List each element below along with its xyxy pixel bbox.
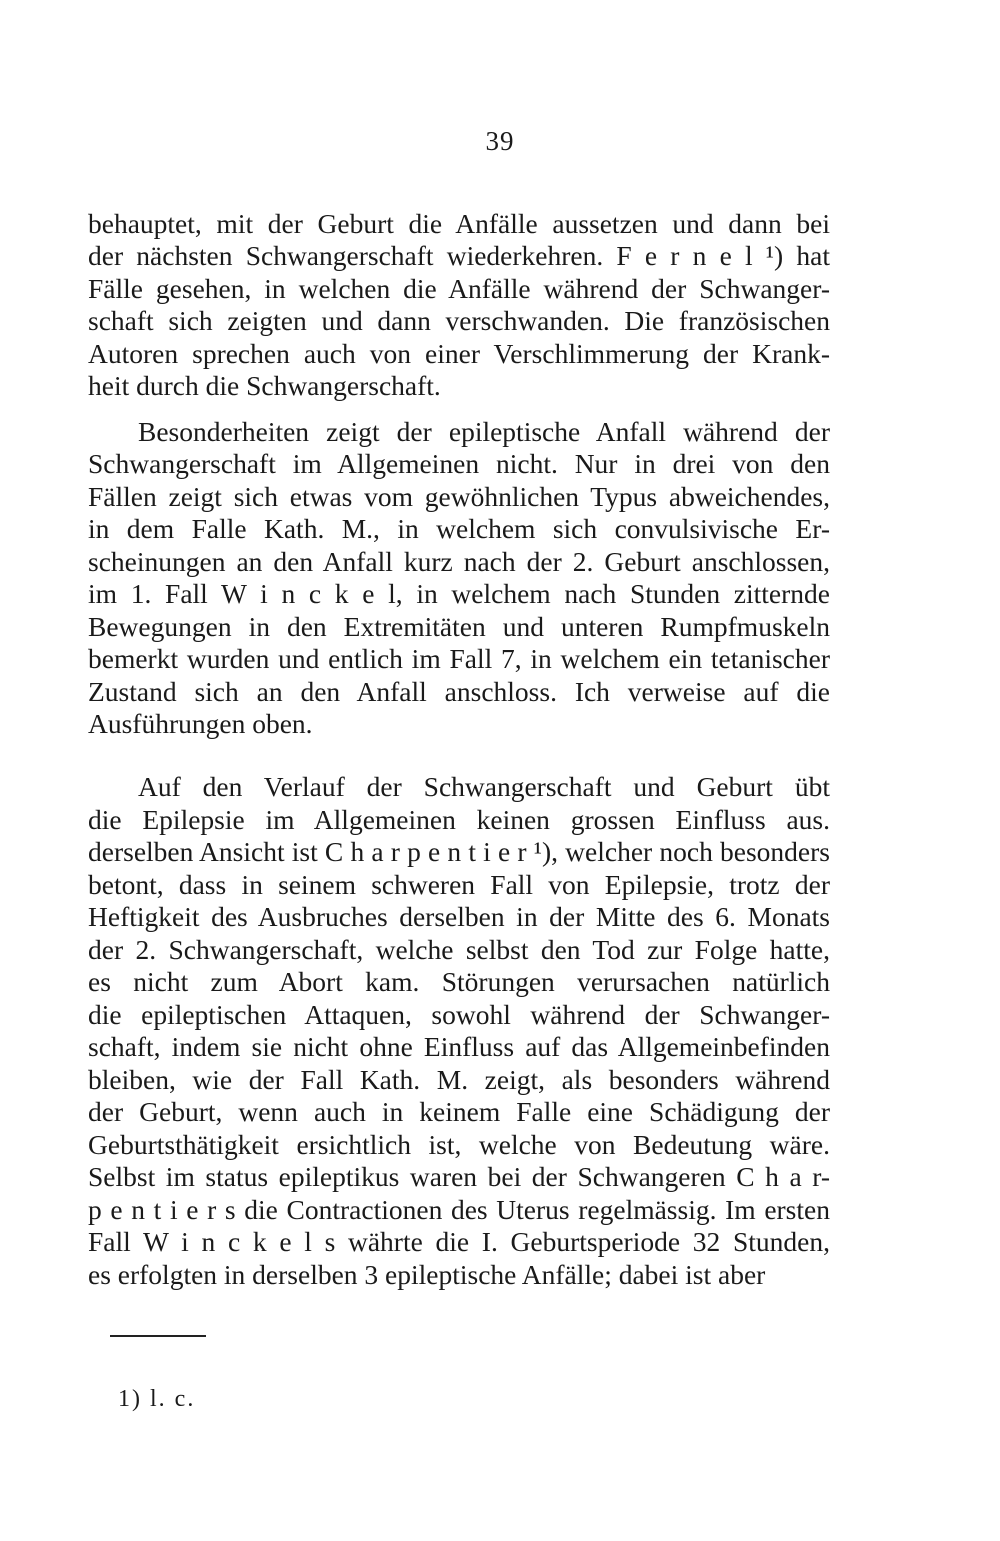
- text-line: bemerkt wurden und entlich im Fall 7, in welchem ein tetanischer: [88, 643, 830, 674]
- text-line: derselben Ansicht ist C h a r p e n t i e r ¹), welcher noch besonders: [88, 836, 830, 867]
- text-line: in dem Falle Kath. M., in welchem sich convulsivische Er-: [88, 513, 830, 544]
- text-line: scheinungen an den Anfall kurz nach der 2. Geburt anschlossen,: [88, 546, 830, 577]
- page-number: 39: [485, 126, 515, 156]
- text-line: heit durch die Schwangerschaft.: [88, 370, 441, 401]
- footnote: 1) l. c.: [118, 1386, 196, 1412]
- text-line: Fälle gesehen, in welchen die Anfälle während der Schwanger-: [88, 273, 830, 304]
- text-line: der nächsten Schwangerschaft wiederkehren. F e r n e l ¹) hat: [88, 240, 830, 271]
- text-line: Geburtsthätigkeit ersichtlich ist, welche von Bedeutung wäre.: [88, 1129, 830, 1160]
- text-line: Besonderheiten zeigt der epileptische Anfall während der: [138, 416, 830, 447]
- text-line: betont, dass in seinem schweren Fall von Epilepsie, trotz der: [88, 869, 830, 900]
- text-line: es nicht zum Abort kam. Störungen verursachen natürlich: [88, 966, 830, 997]
- text-line: Autoren sprechen auch von einer Verschlimmerung der Krank-: [88, 338, 830, 369]
- text-line: Heftigkeit des Ausbruches derselben in der Mitte des 6. Monats: [88, 901, 830, 932]
- text-line: der Geburt, wenn auch in keinem Falle eine Schädigung der: [88, 1096, 830, 1127]
- text-line: p e n t i e r s die Contractionen des Uterus regelmässig. Im ersten: [88, 1194, 830, 1225]
- text-line: der 2. Schwangerschaft, welche selbst den Tod zur Folge hatte,: [88, 934, 830, 965]
- text-line: Bewegungen in den Extremitäten und unteren Rumpfmuskeln: [88, 611, 830, 642]
- text-line: die Epilepsie im Allgemeinen keinen grossen Einfluss aus.: [88, 804, 830, 835]
- text-line: Zustand sich an den Anfall anschloss. Ich verweise auf die: [88, 676, 830, 707]
- footnote-divider: [110, 1335, 206, 1337]
- text-line: behauptet, mit der Geburt die Anfälle aussetzen und dann bei: [88, 208, 830, 239]
- text-line: die epileptischen Attaquen, sowohl während der Schwanger-: [88, 999, 830, 1030]
- text-line: Schwangerschaft im Allgemeinen nicht. Nur in drei von den: [88, 448, 830, 479]
- text-line: Ausführungen oben.: [88, 708, 313, 739]
- text-line: Fall W i n c k e l s währte die I. Geburtsperiode 32 Stunden,: [88, 1226, 830, 1257]
- text-line: Auf den Verlauf der Schwangerschaft und Geburt übt: [138, 771, 830, 802]
- text-line: Fällen zeigt sich etwas vom gewöhnlichen Typus abweichendes,: [88, 481, 830, 512]
- text-line: schaft, indem sie nicht ohne Einfluss auf das Allgemeinbefinden: [88, 1031, 830, 1062]
- text-line: es erfolgten in derselben 3 epileptische Anfälle; dabei ist aber: [88, 1259, 766, 1290]
- text-line: Selbst im status epileptikus waren bei der Schwangeren C h a r-: [88, 1161, 830, 1192]
- text-line: im 1. Fall W i n c k e l, in welchem nach Stunden zitternde: [88, 578, 830, 609]
- text-line: schaft sich zeigten und dann verschwanden. Die französischen: [88, 305, 830, 336]
- text-line: bleiben, wie der Fall Kath. M. zeigt, als besonders während: [88, 1064, 830, 1095]
